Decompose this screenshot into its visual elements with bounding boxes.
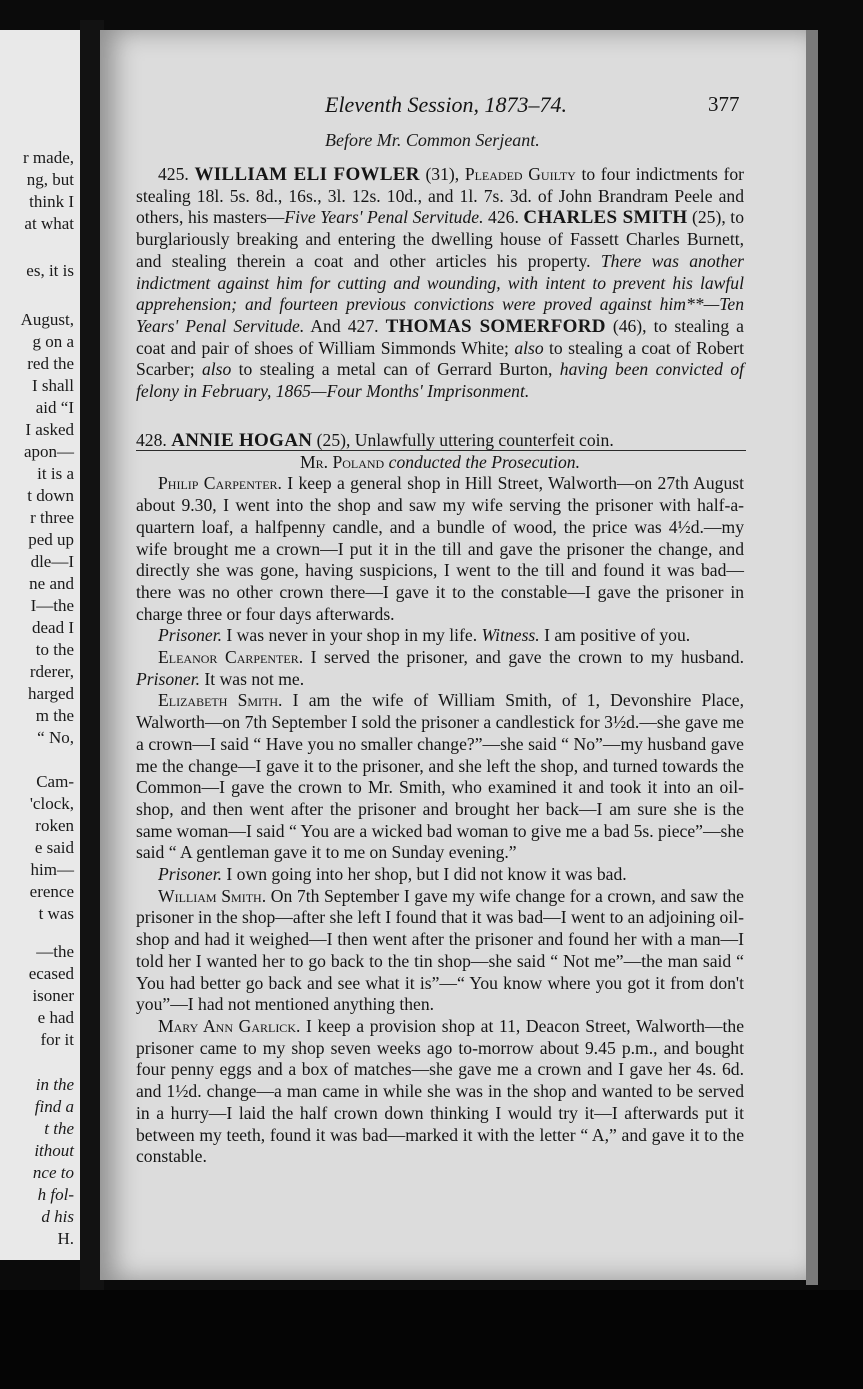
facing-page-line: e said: [34, 838, 74, 857]
spacer: [136, 1080, 137, 1081]
facing-page-line: I asked: [25, 420, 74, 439]
charge-text: (25), Unlawfully uttering counterfeit coin.: [312, 430, 614, 450]
facing-page-line: rderer,: [29, 662, 74, 681]
facing-page-line: ng, but: [26, 170, 74, 189]
page-edge: [806, 30, 818, 1285]
facing-page-line: —the: [36, 942, 74, 961]
cases-425-427: [136, 164, 744, 403]
testimony-paragraph: [136, 1016, 744, 1168]
charge-text: to four indictments for stealing 18l. 5s. 8d., 16s., 3l. 12s. 10d., and 1l. 7s. 3d. of John Brandram Peele and others, his masters—: [136, 164, 744, 228]
facing-page-line: es, it is: [26, 261, 74, 280]
testimony-text: I served the prisoner, and gave the crown to my husband.: [303, 647, 744, 668]
case-number: 425.: [158, 164, 189, 184]
also-word: also: [201, 359, 232, 380]
facing-page-line: think I: [29, 192, 74, 211]
facing-page-line: in the: [35, 1075, 74, 1094]
court-before: Before Mr. Common Serjeant.: [325, 130, 540, 150]
facing-page-line: g on a: [32, 332, 74, 351]
testimony-paragraph: [136, 864, 744, 886]
scan-border: [0, 1290, 863, 1389]
facing-page-line: d his: [41, 1207, 74, 1226]
testimony-list: [136, 473, 744, 1168]
testimony-text: I keep a provision shop at 11, Deacon Street, Walworth—the prisoner came to my shop seven weeks ago to-morrow about 9.45 p.m., and bought four penny eggs and a box of matches—she gave me a crown and I gave her 4s. 6d. and 1½d. change—a man came in while she was in the shop and wanted to be served in a hurry—I laid the half crown down thinking I would try it—I afterwards put it between my teeth, found it was bad—marked it with the letter “ A,” and gave it to the constable.: [136, 1015, 745, 1167]
case-number: 428.: [136, 430, 167, 450]
facing-page-line: dle—I: [30, 552, 74, 571]
testimony-text: I was never in your shop in my life.: [222, 625, 482, 646]
testimony-paragraph: [136, 647, 744, 690]
sentence: Five Years' Penal Servitude.: [284, 207, 484, 228]
facing-page: [0, 30, 80, 1260]
charge-text: to stealing a metal can of Gerrard Burton,: [231, 359, 560, 380]
speaker-name: Elizabeth Smith.: [158, 690, 283, 711]
facing-page-line: ecased: [28, 964, 74, 983]
facing-page-line: roken: [35, 816, 74, 835]
case-428: [136, 430, 744, 1168]
charge-text: to stealing a coat of Robert Scarber;: [136, 337, 744, 380]
facing-page-line: t was: [38, 904, 74, 923]
facing-page-line: aid “I: [35, 398, 74, 417]
speaker-name: William Smith.: [158, 885, 267, 906]
facing-page-line: harged: [28, 684, 74, 703]
facing-page-line: ne and: [29, 574, 74, 593]
testimony-paragraph: [136, 625, 744, 647]
case-number: 426.: [483, 207, 524, 228]
speaker-name: Prisoner.: [136, 668, 201, 689]
speaker-name: Prisoner.: [158, 625, 223, 646]
charge-text: (46), to stealing a coat and pair of shoes of William Simmonds White;: [136, 315, 744, 358]
facing-page-line: it is a: [37, 464, 74, 483]
defendant-name: ANNIE HOGAN: [171, 430, 313, 451]
defendant-name: CHARLES SMITH: [523, 207, 688, 229]
defendant-age: (31),: [419, 164, 465, 184]
book-page: [100, 30, 806, 1280]
sentence: There was another indictment against him for cutting and wounding, with intent to prevent his lawful apprehension; and fourteen previous convictions were proved against him**—Ten Years' Penal Servitude.: [136, 250, 744, 336]
sentence: having been convicted of felony in February, 1865—Four Months' Imprisonment.: [136, 359, 745, 402]
counsel-role: conducted the Prosecution.: [384, 451, 580, 472]
session-title: Eleventh Session, 1873–74.: [325, 92, 567, 117]
facing-page-line: nce to: [32, 1163, 74, 1182]
also-word: also: [514, 337, 544, 358]
facing-page-line: r made,: [23, 148, 74, 167]
defendant-name: THOMAS SOMERFORD: [385, 315, 606, 337]
testimony-text: I own going into her shop, but I did not know it was bad.: [222, 864, 627, 885]
running-head: [100, 92, 806, 132]
facing-page-line: m the: [35, 706, 74, 725]
testimony-paragraph: [136, 886, 744, 1016]
speaker-name: Prisoner.: [158, 864, 223, 885]
speaker-name: Eleanor Carpenter.: [158, 647, 304, 668]
facing-page-line: t the: [44, 1119, 74, 1138]
facing-page-line: to the: [35, 640, 74, 659]
speaker-name: Mary Ann Garlick.: [158, 1015, 301, 1036]
facing-page-line: erence: [29, 882, 74, 901]
facing-page-line: e had: [37, 1008, 74, 1027]
page-number: 377: [708, 92, 740, 116]
facing-page-line: H.: [57, 1229, 74, 1248]
testimony-text: I keep a general shop in Hill Street, Walworth—on 27th August about 9.30, I went into the shop and saw my wife serving the prisoner with half-a-quartern loaf, a halfpenny candle, and a bundle of wood, the price was 4½d.—my wife brought me a crown—I put it in the till and gave the prisoner the change, and directly she was gone, having suspicions, I went to the till and found it was bad—there was no other crown there—I gave it to the constable—I gave the prisoner in charge three or four days afterwards.: [136, 473, 744, 624]
case-number: And 427.: [304, 315, 386, 336]
defendant-name: WILLIAM ELI FOWLER: [194, 164, 420, 185]
facing-page-line: at what: [24, 214, 74, 233]
facing-page-line: ithout: [34, 1141, 74, 1160]
facing-page-line: “ No,: [37, 728, 74, 747]
facing-page-line: I shall: [31, 376, 74, 395]
facing-page-line: find a: [34, 1097, 74, 1116]
facing-page-line: ped up: [28, 530, 74, 549]
facing-page-line: August,: [20, 310, 74, 329]
testimony-text: I am the wife of William Smith, of 1, Devonshire Place, Walworth—on 7th September I sold the prisoner a candlestick for 3½d.—she gave me a crown—I said “ Have you no smaller change?”—she said “ No”—my husband gave me the change—I gave it to the prisoner, and she left the shop, and turned towards the Common—I gave the crown to Mr. Smith, who examined it and took it into an oil-shop, and then went after the prisoner and brought her back—I am sure she is the same woman—I said “ You are a wicked bad woman to give me a bad 5s. piece”—she said “ A gentleman gave it to me on Sunday evening.”: [136, 690, 744, 863]
testimony-text: I am positive of you.: [539, 625, 691, 646]
facing-page-line: red the: [27, 354, 74, 373]
testimony-text: On 7th September I gave my wife change for a crown, and saw the prisoner in the shop—after she left I found that it was bad—I went to an adjoining oil-shop and had it weighed—I then went after the prisoner and found her with a man—I told her I wanted her to go back to the tin shop—she said “ Not me”—the man said “ You had better go back and see what it is”—“ You know where you got it from don't you”—I had not mentioned anything then.: [136, 885, 744, 1015]
facing-page-line: for it: [40, 1030, 74, 1049]
facing-page-line: r three: [30, 508, 74, 527]
facing-page-line: t down: [27, 486, 74, 505]
facing-page-line: him—: [30, 860, 74, 879]
testimony-text: It was not me.: [200, 668, 305, 689]
facing-page-line: I—the: [30, 596, 74, 615]
facing-page-line: h fol-: [37, 1185, 74, 1204]
counsel-name: Mr. Poland: [300, 451, 385, 472]
facing-page-line: isoner: [32, 986, 74, 1005]
testimony-paragraph: [136, 690, 744, 864]
testimony-paragraph: [136, 473, 744, 625]
speaker-name: Witness.: [481, 625, 540, 646]
facing-page-line: 'clock,: [29, 794, 74, 813]
charge-text: (25), to burglariously breaking and entering the dwelling house of Fassett Charles Burnett, and stealing therein a coat and other articles his property.: [136, 207, 744, 271]
facing-page-line: apon—: [23, 442, 74, 461]
speaker-name: Philip Carpenter.: [158, 473, 282, 494]
facing-page-line: Cam-: [36, 772, 74, 791]
facing-page-line: dead I: [31, 618, 74, 637]
plea: Pleaded Guilty: [464, 164, 576, 184]
